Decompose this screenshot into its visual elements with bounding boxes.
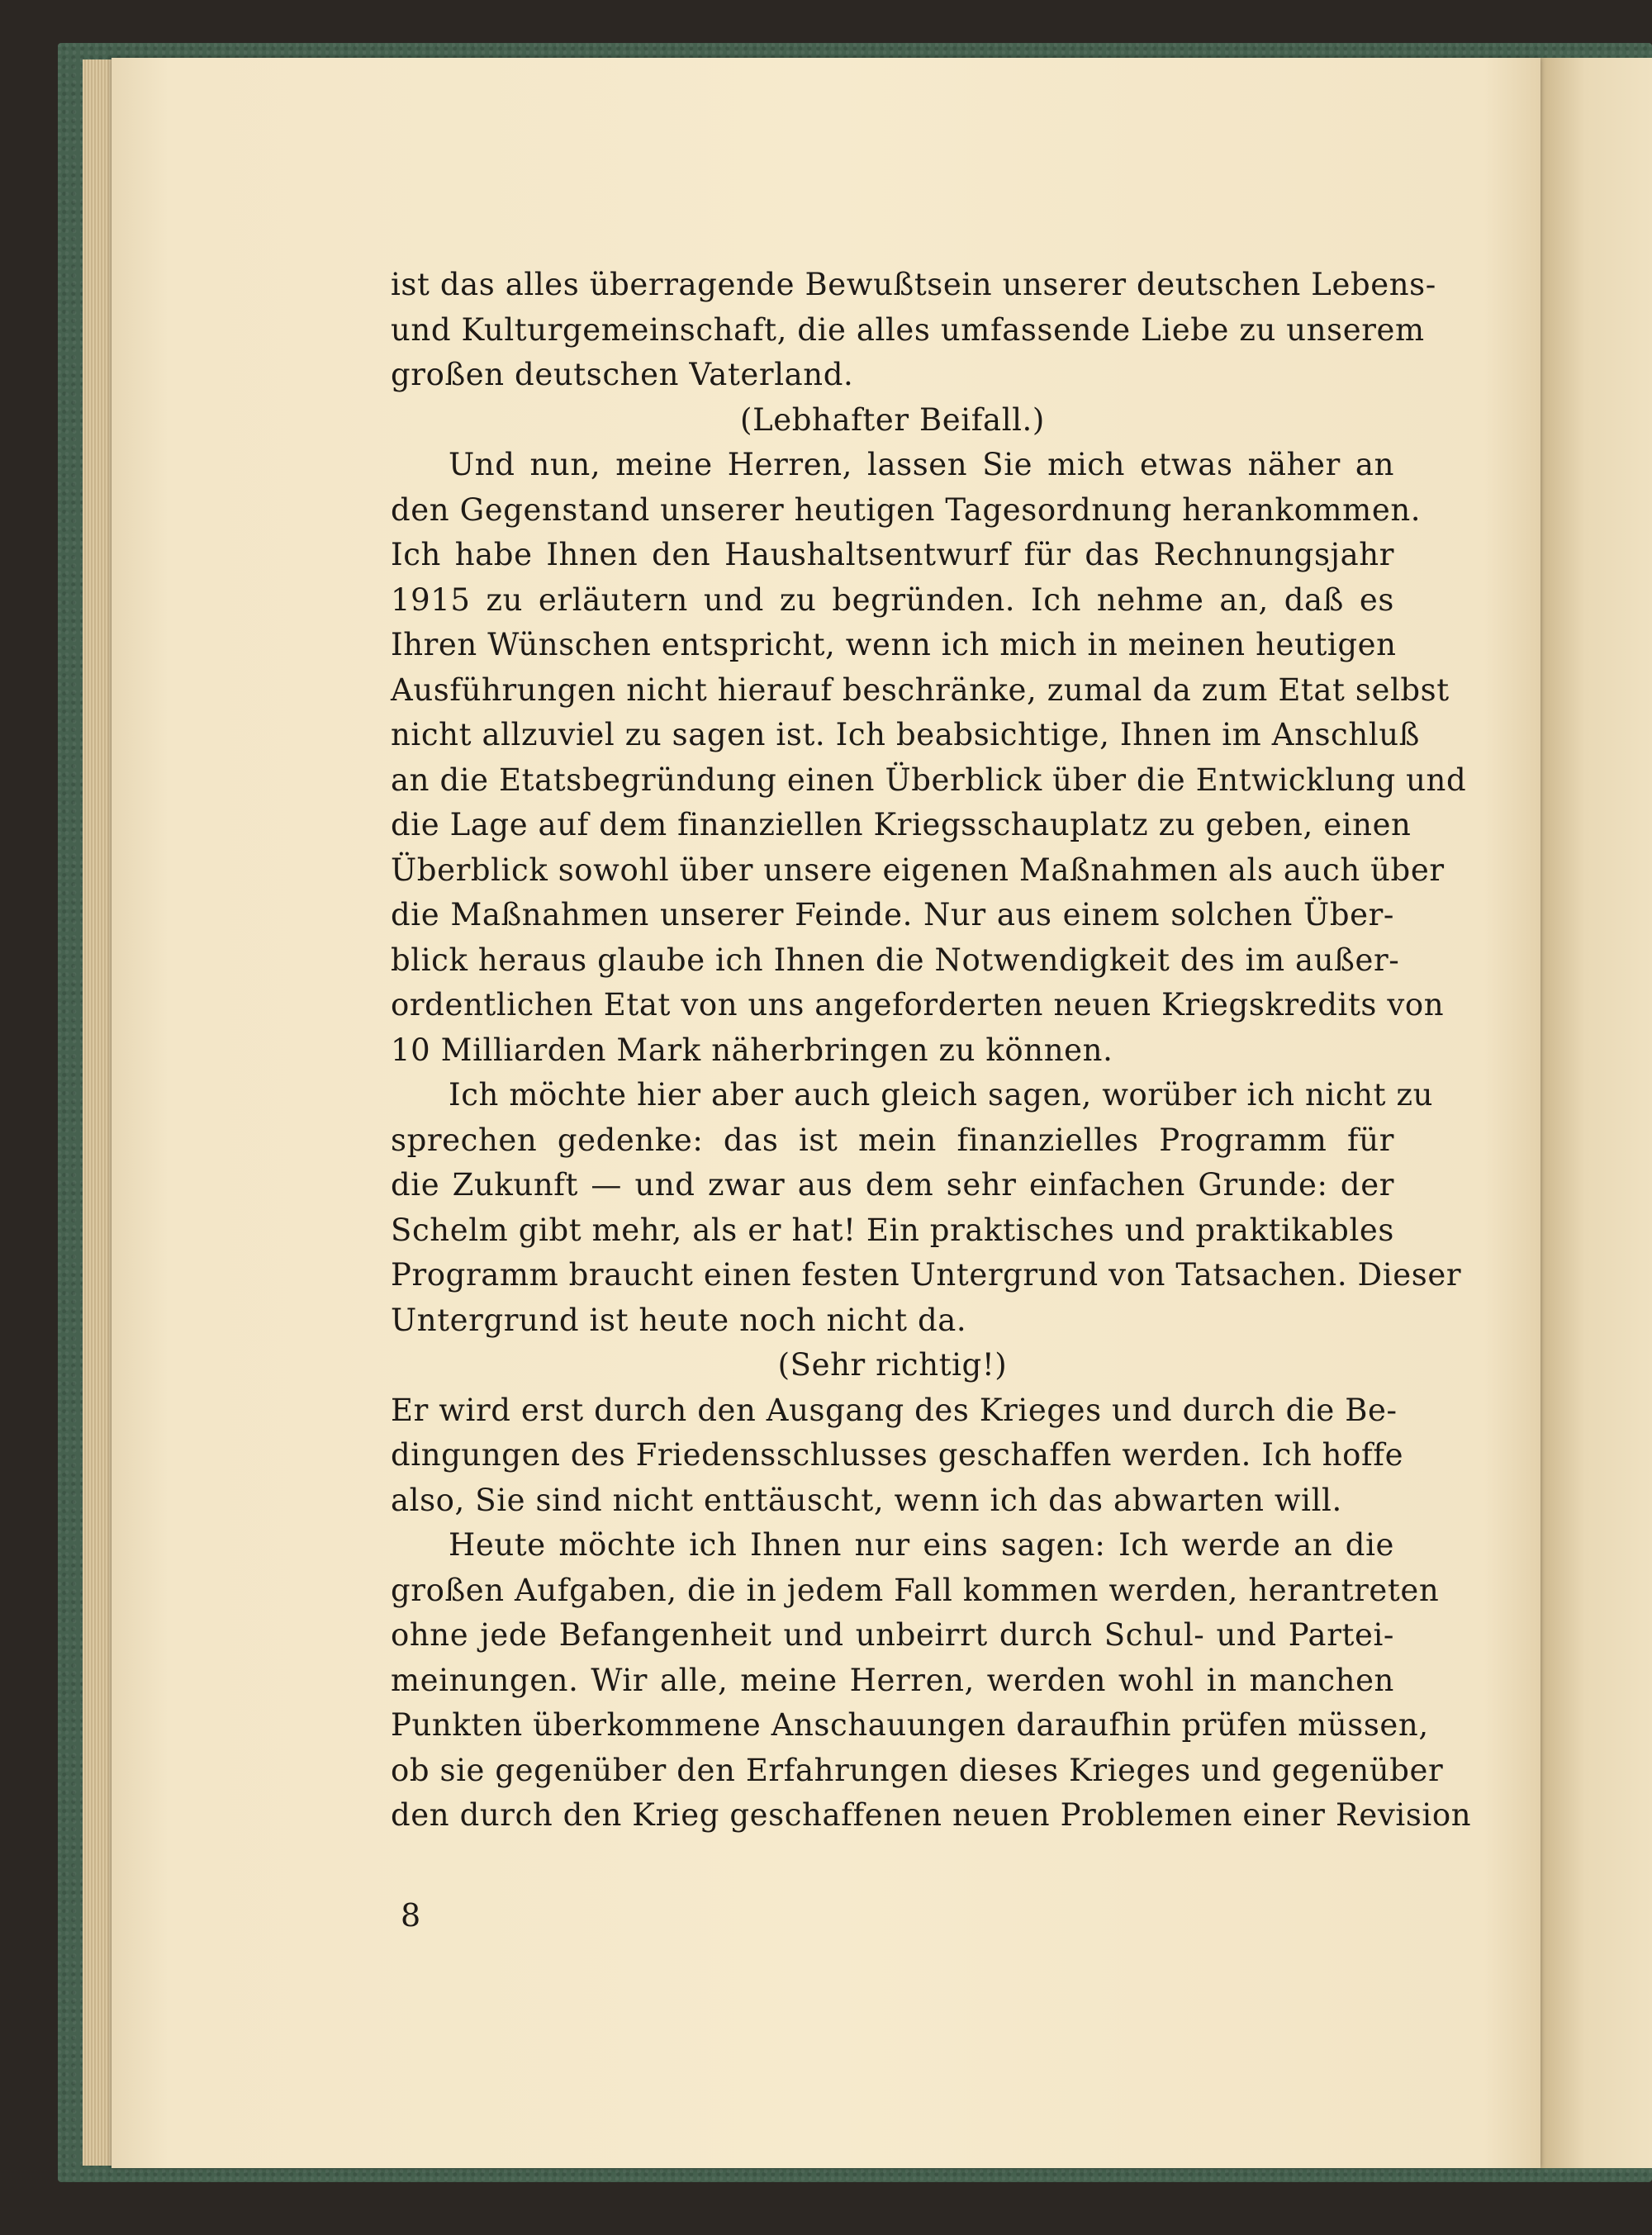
text-line: ist das alles überragende Bewußtsein unserer deutschen Lebens- [391, 267, 1436, 302]
text-line: großen Aufgaben, die in jedem Fall kommen werden, herantreten [391, 1572, 1440, 1608]
text-line: Überblick sowohl über unsere eigenen Maßnahmen als auch über [391, 852, 1445, 888]
text-line: Ihren Wünschen entspricht, wenn ich mich in meinen heutigen [391, 627, 1397, 662]
text-line: nicht allzuviel zu sagen ist. Ich beabsichtige, Ihnen im Anschluß [391, 717, 1420, 752]
text-line: Untergrund ist heute noch nicht da. [391, 1302, 967, 1338]
text-line: also, Sie sind nicht enttäuscht, wenn ich das abwarten will. [391, 1482, 1342, 1518]
text-line: dingungen des Friedensschlusses geschaffen werden. Ich hoffe [391, 1437, 1404, 1473]
text-line: Punkten überkommene Anschauungen daraufhin prüfen müssen, [391, 1707, 1429, 1743]
text-line: 1915 zu erläutern und zu begründen. Ich nehme an, daß es [391, 581, 1394, 618]
text-line: die Maßnahmen unserer Feinde. Nur aus einem solchen Über- [391, 897, 1394, 932]
text-line: Schelm gibt mehr, als er hat! Ein praktisches und praktikables [391, 1212, 1394, 1248]
text-line: die Zukunft — und zwar aus dem sehr einfachen Grunde: der [391, 1167, 1394, 1203]
page-number: 8 [401, 1897, 421, 1934]
text-line: Er wird erst durch den Ausgang des Krieges und durch die Be- [391, 1392, 1398, 1428]
text-line: ordentlichen Etat von uns angeforderten neuen Kriegskredits von [391, 987, 1445, 1023]
body-text [391, 263, 1472, 1839]
text-line: ohne jede Befangenheit und unbeirrt durch Schul- und Partei- [391, 1617, 1394, 1653]
text-line: 10 Milliarden Mark näherbringen zu können. [391, 1032, 1113, 1068]
text-line: meinungen. Wir alle, meine Herren, werden wohl in manchen [391, 1662, 1394, 1698]
text-line: den Gegenstand unserer heutigen Tagesordnung herankommen. [391, 491, 1422, 528]
text-line: großen deutschen Vaterland. [391, 357, 854, 392]
applause-note: (Lebhafter Beifall.) [740, 401, 1045, 438]
next-page-gutter [1540, 58, 1652, 2168]
paragraph-start: Heute möchte ich Ihnen nur eins sagen: Ich werde an die [449, 1527, 1394, 1563]
text-line: sprechen gedenke: das ist mein finanzielles Programm für [391, 1122, 1394, 1158]
paragraph-start: Und nun, meine Herren, lassen Sie mich etwas näher an [449, 447, 1394, 482]
text-line: Ausführungen nicht hierauf beschränke, zumal da zum Etat selbst [391, 671, 1450, 708]
text-line: die Lage auf dem finanziellen Kriegsschauplatz zu geben, einen [391, 807, 1412, 842]
text-line: ob sie gegenüber den Erfahrungen dieses Krieges und gegenüber [391, 1752, 1444, 1788]
text-line: den durch den Krieg geschaffenen neuen Problemen einer Revision [391, 1797, 1472, 1833]
approval-note: (Sehr richtig!) [777, 1347, 1008, 1383]
text-line: blick heraus glaube ich Ihnen die Notwendigkeit des im außer- [391, 942, 1400, 978]
text-line: Ich habe Ihnen den Haushaltsentwurf für das Rechnungsjahr [391, 537, 1394, 572]
text-line: Programm braucht einen festen Untergrund von Tatsachen. Dieser [391, 1257, 1462, 1293]
text-line: an die Etatsbegründung einen Überblick über die Entwicklung und [391, 762, 1467, 798]
paragraph-start: Ich möchte hier aber auch gleich sagen, worüber ich nicht zu [449, 1077, 1434, 1113]
text-line: und Kulturgemeinschaft, die alles umfassende Liebe zu unserem [391, 311, 1425, 348]
